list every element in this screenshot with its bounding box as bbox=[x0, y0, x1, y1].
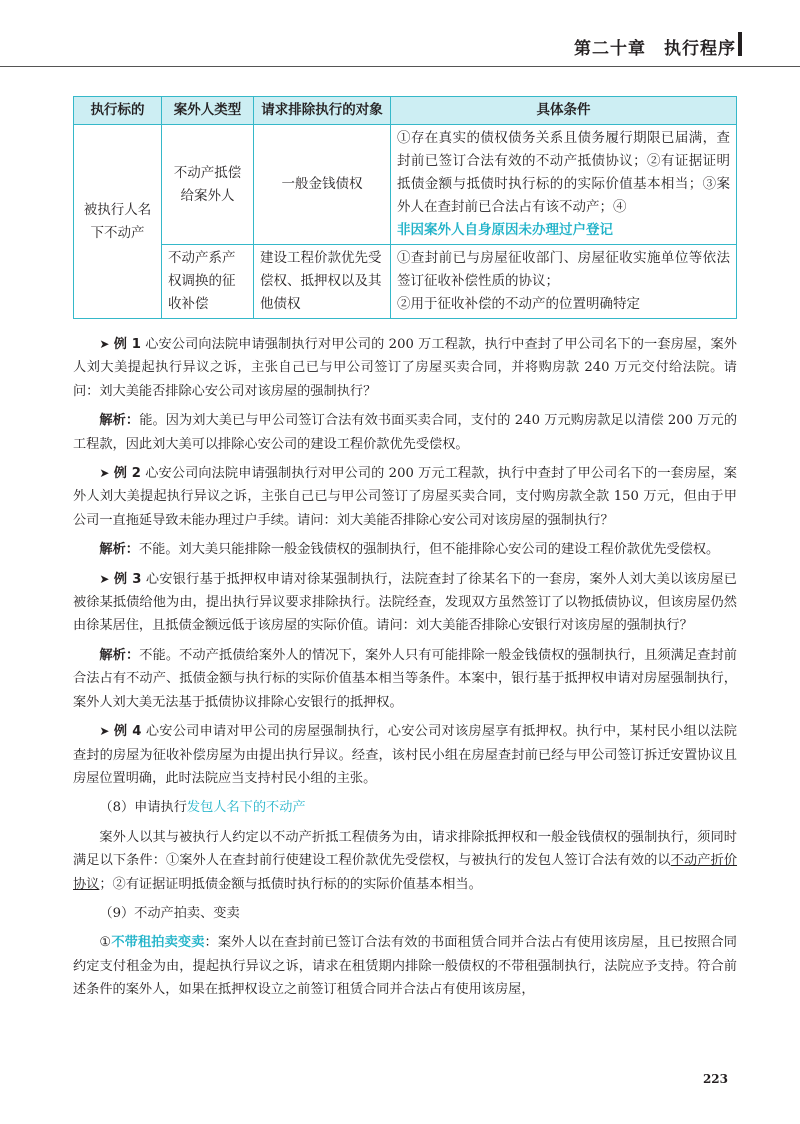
example-label: 例 3 bbox=[113, 571, 142, 587]
analysis-text: 不能。不动产抵债给案外人的情况下，案外人只有可能排除一般金钱债权的强制执行，且须满足查封前合法占有不动产、抵债金额与执行标的实际价值基本相当等条件。本案中，银行基于抵押权申请对房屋强制执行，案外人刘大美无法基于抵债协议排除心安银行的抵押权。 bbox=[73, 647, 737, 710]
section-text: ；②有证据证明抵债金额与抵债时执行标的的实际价值基本相当。 bbox=[99, 876, 482, 892]
underlined-term: 不动产折价协议 bbox=[73, 853, 738, 892]
section-text: 案外人以其与被执行人约定以不动产折抵工程债务为由，请求排除抵押权和一般金钱债权的强制执行，须同时满足以下条件：①案外人在查封前行使建设工程价款优先受偿权，与被执行的发包人签订合法有效的以 bbox=[73, 829, 737, 869]
example-paragraph bbox=[73, 333, 737, 403]
type-cell: 不动产抵偿给案外人 bbox=[162, 125, 254, 245]
table-header-cell: 案外人类型 bbox=[162, 97, 254, 125]
section-heading: （9）不动产拍卖、变卖 bbox=[99, 905, 240, 921]
item-number: ① bbox=[99, 935, 112, 951]
analysis-text: 能。因为刘大美已与甲公司签订合法有效书面买卖合同，支付的 240 万元购房款足以清偿 200 万元的工程款，因此刘大美可以排除心安公司的建设工程价款优先受偿权。 bbox=[73, 413, 738, 452]
example-label: 例 1 bbox=[113, 337, 141, 352]
section-heading bbox=[73, 796, 737, 819]
analysis-label: 解析： bbox=[99, 413, 140, 429]
table-header-cell: 请求排除执行的对象 bbox=[254, 97, 391, 125]
section-prefix: （8）申请执行 bbox=[99, 800, 187, 816]
section-paragraph bbox=[73, 826, 737, 896]
analysis-paragraph bbox=[73, 409, 737, 456]
condition-cell bbox=[391, 245, 737, 319]
condition-text: ①存在真实的债权债务关系且债务履行期限已届满，查封前已签订合法有效的不动产抵债协议；②有证据证明抵债金额与抵债时执行标的的实际价值基本相当；③案外人在查封前已合法占有该不动产；④ bbox=[397, 130, 730, 215]
table-header-row bbox=[74, 97, 737, 125]
arrow-icon: ➤ bbox=[99, 466, 110, 481]
condition-cell bbox=[391, 125, 737, 245]
analysis-paragraph bbox=[73, 538, 737, 561]
example-label: 例 4 bbox=[113, 724, 142, 740]
analysis-text: 不能。刘大美只能排除一般金钱债权的强制执行，但不能排除心安公司的建设工程价款优先受偿权。 bbox=[138, 542, 720, 558]
table-row bbox=[74, 245, 737, 319]
example-text: 心安银行基于抵押权申请对徐某强制执行，法院查封了徐某名下的一套房，案外人刘大美以该房屋已被徐某抵债给他为由，提出执行异议要求排除执行。法院经查，发现双方虽然签订了以物抵债协议，但该房屋仍然由徐某居住，且抵债金额远低于该房屋的实际价值。请问：刘大美能否排除心安银行对该房屋的强制执行？ bbox=[73, 571, 737, 634]
object-cell: 一般金钱债权 bbox=[254, 125, 391, 245]
example-paragraph bbox=[73, 568, 737, 638]
condition-text: ①查封前已与房屋征收部门、房屋征收实施单位等依法签订征收补偿性质的协议； bbox=[397, 250, 730, 289]
example-text: 心安公司向法院申请强制执行对甲公司的 200 万元工程款，执行中查封了甲公司名下的一套房屋，案外人刘大美提起执行异议之诉，主张自己已与甲公司签订了房屋买卖合同，支付购房款全款 150 万元，但由于甲公司一直拖延导致未能办理过户手续。请问：刘大美能否排除心安公司对该房屋的强制执行？ bbox=[73, 466, 737, 528]
arrow-icon: ➤ bbox=[99, 571, 110, 586]
condition-text: ②用于征收补偿的不动产的位置明确特定 bbox=[397, 296, 640, 312]
example-text: 心安公司向法院申请强制执行对甲公司的 200 万工程款，执行中查封了甲公司名下的一套房屋，案外人刘大美提起执行异议之诉，主张自己已与甲公司签订了房屋买卖合同，并将购房款 240 万元交付给法院。请问：刘大美能否排除心安公司对该房屋的强制执行？ bbox=[73, 337, 737, 399]
chapter-title: 第二十章 执行程序 bbox=[574, 39, 736, 59]
arrow-icon: ➤ bbox=[99, 724, 110, 739]
page-number: 223 bbox=[702, 1072, 728, 1086]
section-paragraph bbox=[73, 931, 737, 1001]
type-cell: 不动产系产权调换的征收补偿 bbox=[162, 245, 254, 319]
section-highlight: 发包人名下的不动产 bbox=[186, 800, 306, 816]
header-rule bbox=[0, 66, 800, 67]
analysis-paragraph bbox=[73, 644, 737, 714]
analysis-label: 解析： bbox=[99, 647, 140, 663]
example-paragraph bbox=[73, 462, 737, 532]
chapter-bar bbox=[738, 32, 742, 56]
example-paragraph bbox=[73, 720, 737, 790]
execution-conditions-table bbox=[73, 96, 737, 319]
analysis-label: 解析： bbox=[99, 542, 139, 558]
example-label: 例 2 bbox=[113, 466, 141, 482]
example-text: 心安公司申请对甲公司的房屋强制执行，心安公司对该房屋享有抵押权。执行中，某村民小组以法院查封的房屋为征收补偿房屋为由提出执行异议。经查，该村民小组在房屋查封前已经与甲公司签订拆迁安置协议且房屋位置明确，此时法院应当支持村民小组的主张。 bbox=[73, 724, 737, 786]
arrow-icon: ➤ bbox=[99, 337, 110, 351]
object-cell: 建设工程价款优先受偿权、抵押权以及其他债权 bbox=[254, 245, 391, 319]
table-header-cell: 执行标的 bbox=[74, 97, 162, 125]
target-cell: 被执行人名下不动产 bbox=[74, 125, 162, 319]
condition-highlight: 非因案外人自身原因未办理过户登记 bbox=[397, 222, 613, 238]
body-text bbox=[73, 333, 737, 1002]
section-highlight: 不带租拍卖变卖 bbox=[111, 935, 205, 951]
table-row bbox=[74, 125, 737, 245]
table-header-cell: 具体条件 bbox=[391, 97, 737, 125]
section-text: ：案外人以在查封前已签订合法有效的书面租赁合同并合法占有使用该房屋，且已按照合同约定支付租金为由，提起执行异议之诉，请求在租赁期内排除一般债权的不带租强制执行，法院应予支持。符合前述条件的案外人，如果在抵押权设立之前签订租赁合同并合法占有使用该房屋， bbox=[73, 935, 737, 998]
